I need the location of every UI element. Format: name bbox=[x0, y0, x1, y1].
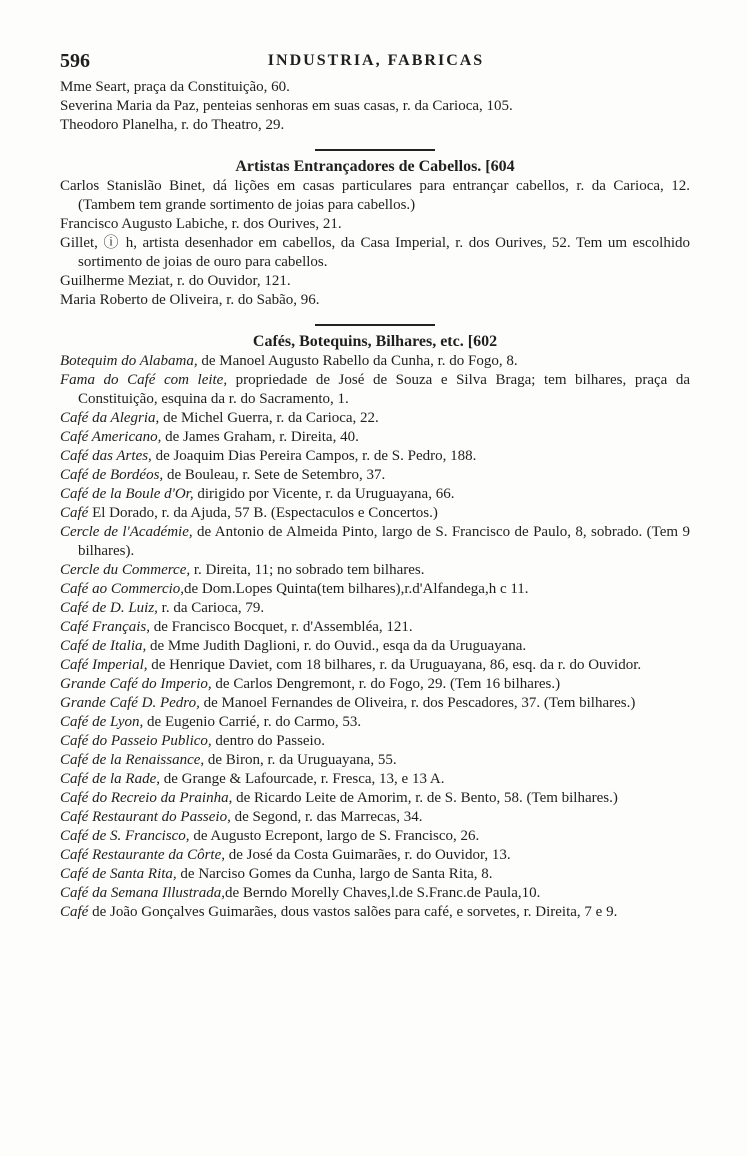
list-item bbox=[60, 466, 690, 485]
entry-name: Café da Semana Illustrada, bbox=[60, 885, 225, 901]
entry-text: de Dom.Lopes Quinta(tem bilhares),r.d'Alfandega,h c 11. bbox=[184, 581, 529, 597]
list-item bbox=[60, 732, 690, 751]
list-item bbox=[60, 903, 690, 922]
entry-name: Fama do Café com leite, bbox=[60, 372, 228, 388]
list-item: Severina Maria da Paz, penteias senhoras em suas casas, r. da Carioca, 105. bbox=[60, 98, 513, 114]
entry-text: de Henrique Daviet, com 18 bilhares, r. da Uruguayana, 86, esq. da r. do Ouvidor. bbox=[147, 657, 642, 673]
entry-name: Café Restaurante da Côrte, bbox=[60, 847, 225, 863]
entry-name: Botequim do Alabama, bbox=[60, 353, 198, 369]
entry-name: Café de Bordéos, bbox=[60, 467, 164, 483]
list-item bbox=[60, 371, 690, 409]
section-number: [602 bbox=[467, 333, 498, 350]
entry-text: de Joaquim Dias Pereira Campos, r. de S. Pedro, 188. bbox=[151, 448, 477, 464]
list-item: Maria Roberto de Oliveira, r. do Sabão, 96. bbox=[60, 292, 320, 308]
entry-text: r. Direita, 11; no sobrado tem bilhares. bbox=[190, 562, 425, 578]
list-item bbox=[60, 428, 690, 447]
entry-name: Café de Santa Rita, bbox=[60, 866, 177, 882]
entry-name: Café Americano, bbox=[60, 429, 162, 445]
section-number: [604 bbox=[485, 158, 515, 175]
section-divider bbox=[315, 149, 435, 151]
entry-text: propriedade de José de Souza e Silva Braga; tem bilhares, praça da Constituição, esquina da r. do Sacramento, 1. bbox=[78, 372, 691, 407]
list-item bbox=[60, 846, 690, 865]
list-item bbox=[60, 789, 690, 808]
list-item: Mme Seart, praça da Constituição, 60. bbox=[60, 79, 290, 95]
list-item bbox=[60, 485, 690, 504]
list-item: Gillet, ⓘ h, artista desenhador em cabellos, da Casa Imperial, r. dos Ourives, 52. Tem um escolhido sortimento de joias de ouro para cabellos. bbox=[60, 235, 690, 270]
entry-text: de Biron, r. da Uruguayana, 55. bbox=[204, 752, 397, 768]
entry-name: Café ao Commercio, bbox=[60, 581, 185, 597]
entry-text: r. da Carioca, 79. bbox=[157, 600, 265, 616]
entry-text: de Francisco Bocquet, r. d'Assembléa, 121. bbox=[150, 619, 413, 635]
entry-name: Café do Passeio Publico, bbox=[60, 733, 212, 749]
entry-text: de João Gonçalves Guimarães, dous vastos salões para café, e sorvetes, r. Direita, 7 e 9. bbox=[88, 904, 618, 920]
entry-name: Café de Lyon, bbox=[60, 714, 144, 730]
entry-name: Café de la Rade, bbox=[60, 771, 160, 787]
list-item: Guilherme Meziat, r. do Ouvidor, 121. bbox=[60, 273, 291, 289]
entry-text: de Carlos Dengremont, r. do Fogo, 29. (Tem 16 bilhares.) bbox=[211, 676, 561, 692]
list-item: Carlos Stanislão Binet, dá lições em casas particulares para entrançar cabellos, r. da Carioca, 12. (Tambem tem grande sortimento de joias para cabellos.) bbox=[60, 178, 690, 213]
list-item bbox=[60, 694, 690, 713]
entry-name: Café de Italia, bbox=[60, 638, 147, 654]
section-title-hair-artists bbox=[60, 157, 690, 177]
page-header bbox=[56, 50, 696, 74]
entry-text: de James Graham, r. Direita, 40. bbox=[161, 429, 359, 445]
entry-name: Café da Alegria, bbox=[60, 410, 160, 426]
entry-text: de Berndo Morelly Chaves,l.de S.Franc.de Paula,10. bbox=[225, 885, 541, 901]
entry-name: Café Français, bbox=[60, 619, 150, 635]
entry-name: Café de S. Francisco, bbox=[60, 828, 190, 844]
section-title-text: Artistas Entrançadores de Cabellos. bbox=[235, 158, 482, 175]
list-item: Francisco Augusto Labiche, r. dos Ourives, 21. bbox=[60, 216, 342, 232]
list-item bbox=[60, 352, 690, 371]
list-item bbox=[60, 827, 690, 846]
entry-name: Cercle du Commerce, bbox=[60, 562, 191, 578]
entry-text: de José da Costa Guimarães, r. do Ouvidor, 13. bbox=[225, 847, 511, 863]
list-item bbox=[60, 656, 690, 675]
list-item bbox=[60, 618, 690, 637]
entry-name: Café de la Boule d'Or, bbox=[60, 486, 194, 502]
entry-name: Café das Artes, bbox=[60, 448, 152, 464]
entry-text: de Eugenio Carrié, r. do Carmo, 53. bbox=[143, 714, 362, 730]
list-item bbox=[60, 409, 690, 428]
page-content bbox=[60, 78, 690, 922]
entry-name: Cercle de l'Académie, bbox=[60, 524, 193, 540]
section-divider bbox=[315, 324, 435, 326]
entry-text: de Manoel Fernandes de Oliveira, r. dos Pescadores, 37. (Tem bilhares.) bbox=[199, 695, 636, 711]
entry-text: dentro do Passeio. bbox=[211, 733, 325, 749]
entry-name: Grande Café do Imperio, bbox=[60, 676, 212, 692]
entry-name: Grande Café D. Pedro, bbox=[60, 695, 200, 711]
entry-name: Café Restaurant do Passeio, bbox=[60, 809, 231, 825]
entry-text: dirigido por Vicente, r. da Uruguayana, 66. bbox=[193, 486, 455, 502]
entry-text: de Antonio de Almeida Pinto, largo de S. Francisco de Paulo, 8, sobrado. (Tem 9 bilhares). bbox=[78, 524, 690, 559]
list-item bbox=[60, 447, 690, 466]
list-item bbox=[60, 523, 690, 561]
entry-text: de Narciso Gomes da Cunha, largo de Santa Rita, 8. bbox=[176, 866, 493, 882]
list-item bbox=[60, 561, 690, 580]
entry-name: Café do Recreio da Prainha, bbox=[60, 790, 233, 806]
list-item bbox=[60, 751, 690, 770]
section-title-text: Cafés, Botequins, Bilhares, etc. bbox=[252, 333, 464, 350]
entry-text: de Bouleau, r. Sete de Setembro, 37. bbox=[163, 467, 386, 483]
entry-name: Café Imperial, bbox=[60, 657, 148, 673]
entry-name: Café bbox=[60, 505, 89, 521]
list-item bbox=[60, 865, 690, 884]
entry-text: de Augusto Ecrepont, largo de S. Francisco, 26. bbox=[189, 828, 480, 844]
list-item bbox=[60, 884, 690, 903]
entry-text: de Grange & Lafourcade, r. Fresca, 13, e 13 A. bbox=[159, 771, 445, 787]
entry-text: de Manoel Augusto Rabello da Cunha, r. do Fogo, 8. bbox=[197, 353, 518, 369]
list-item bbox=[60, 770, 690, 789]
entry-text: de Mme Judith Daglioni, r. do Ouvid., esqa da da Uruguayana. bbox=[146, 638, 527, 654]
list-item bbox=[60, 599, 690, 618]
list-item bbox=[60, 808, 690, 827]
entry-name: Café de D. Luiz, bbox=[60, 600, 158, 616]
entry-text: de Segond, r. das Marrecas, 34. bbox=[230, 809, 423, 825]
list-item: Theodoro Planelha, r. do Theatro, 29. bbox=[60, 117, 285, 133]
entry-text: de Ricardo Leite de Amorim, r. de S. Bento, 58. (Tem bilhares.) bbox=[232, 790, 618, 806]
page-number: 596 bbox=[60, 50, 90, 72]
list-item bbox=[60, 504, 690, 523]
entry-name: Café bbox=[60, 904, 89, 920]
entry-text: El Dorado, r. da Ajuda, 57 B. (Espectaculos e Concertos.) bbox=[88, 505, 438, 521]
list-item bbox=[60, 580, 690, 599]
entry-name: Café de la Renaissance, bbox=[60, 752, 205, 768]
section-title-cafes bbox=[60, 332, 690, 352]
list-item bbox=[60, 637, 690, 656]
entry-text: de Michel Guerra, r. da Carioca, 22. bbox=[159, 410, 379, 426]
list-item bbox=[60, 713, 690, 732]
list-item bbox=[60, 675, 690, 694]
running-title: INDUSTRIA, FABRICAS bbox=[267, 52, 485, 69]
